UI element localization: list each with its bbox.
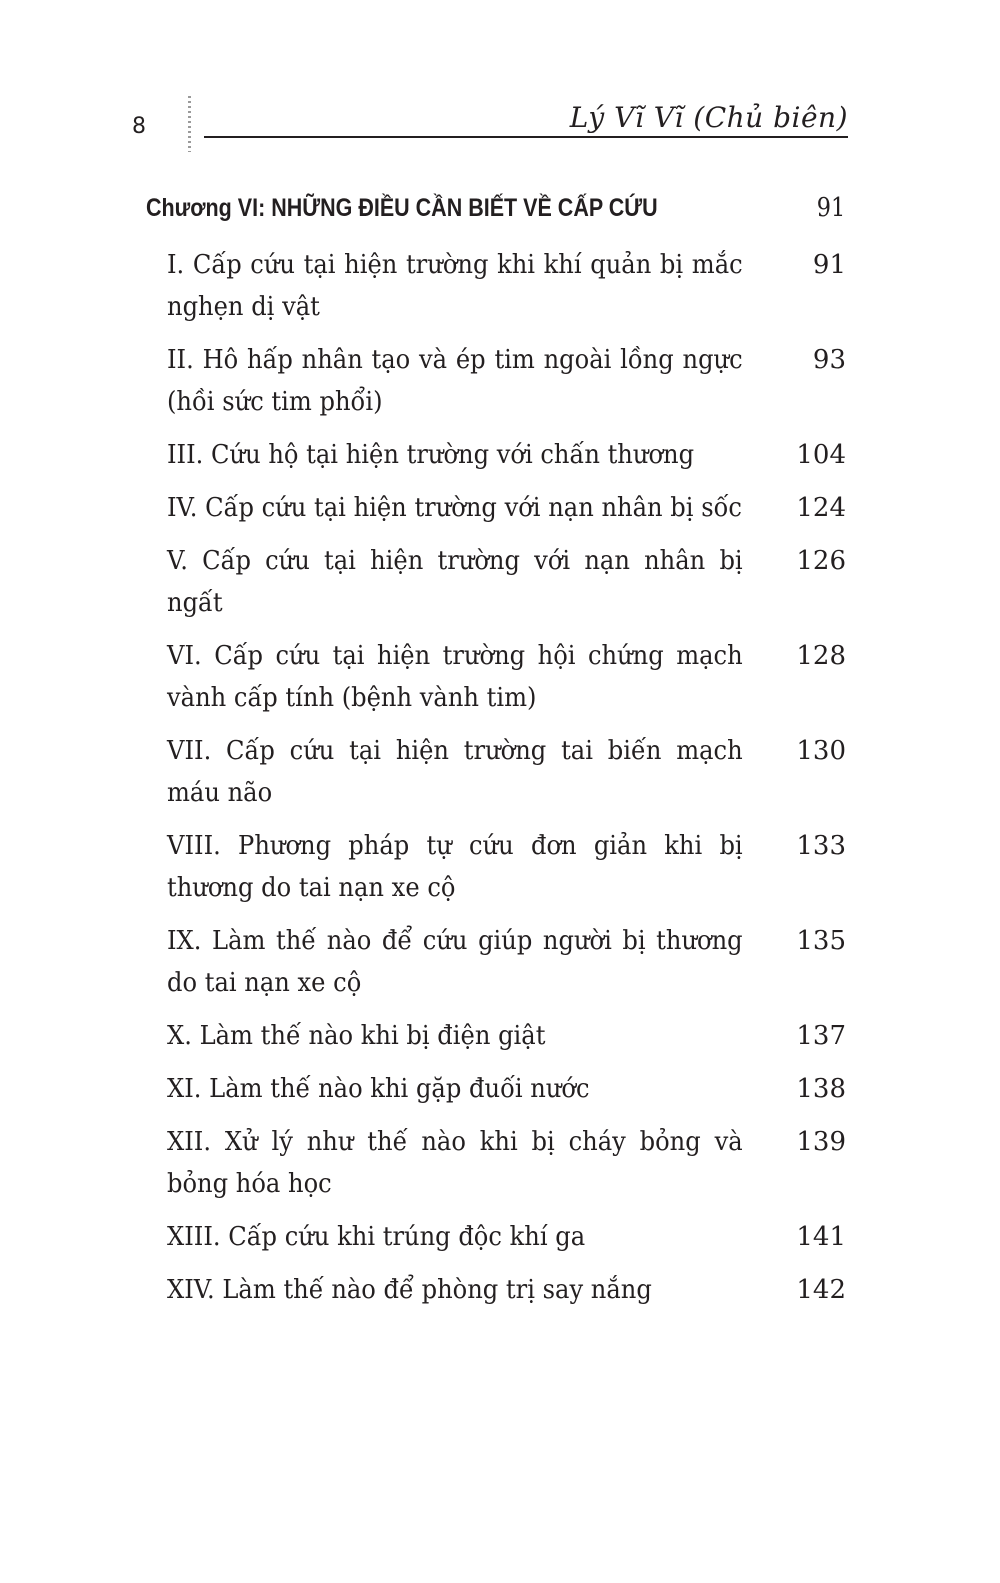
toc-entry-page: 91: [812, 250, 846, 280]
toc-entry-page: 138: [796, 1074, 846, 1104]
toc-entry: [167, 1015, 846, 1057]
toc-entry-title: XIII. Cấp cứu khi trúng độc khí ga: [167, 1222, 586, 1252]
toc-entry-title: VI. Cấp cứu tại hiện trường hội chứng mạch vành cấp tính (bệnh vành tim): [167, 641, 743, 713]
toc-entry-page: 104: [796, 440, 846, 470]
toc-entry-title: XII. Xử lý như thế nào khi bị cháy bỏng và bỏng hóa học: [167, 1127, 743, 1199]
toc-entry-page: 93: [812, 345, 846, 375]
toc-entry: [167, 1216, 846, 1258]
toc-entry: [167, 1121, 846, 1205]
page-number: 8: [132, 114, 146, 139]
toc-entry: [167, 540, 846, 624]
toc-entry-title: XIV. Làm thế nào để phòng trị say nắng: [167, 1275, 652, 1305]
toc-entry-title: II. Hô hấp nhân tạo và ép tim ngoài lồng ngực (hồi sức tim phổi): [167, 345, 743, 417]
toc-entry: [167, 825, 846, 909]
toc-entry-page: 135: [796, 926, 846, 956]
header-rule: [204, 136, 848, 138]
toc-entry-page: 130: [796, 736, 846, 766]
toc-entry-title: III. Cứu hộ tại hiện trường với chấn thương: [167, 440, 695, 470]
toc-entry: [167, 244, 846, 328]
toc-entry-page: 124: [796, 493, 846, 523]
toc-chapter-title: Chương VI: NHỮNG ĐIỀU CẦN BIẾT VỀ CẤP CỨU: [146, 194, 658, 222]
toc-chapter-page: 91: [816, 193, 846, 223]
table-of-contents: [146, 193, 846, 1322]
toc-entry-title: IV. Cấp cứu tại hiện trường với nạn nhân bị sốc: [167, 493, 742, 523]
toc-entry-title: I. Cấp cứu tại hiện trường khi khí quản bị mắc nghẹn dị vật: [167, 250, 743, 322]
toc-entry-page: 128: [796, 641, 846, 671]
toc-entry-page: 139: [796, 1127, 846, 1157]
toc-entry-page: 141: [796, 1222, 846, 1252]
toc-entry: [167, 1269, 846, 1311]
toc-entry: [167, 339, 846, 423]
toc-entry: [167, 434, 846, 476]
toc-entry: [167, 635, 846, 719]
toc-entry: [167, 730, 846, 814]
header-author: Lý Vĩ Vĩ (Chủ biên): [569, 101, 848, 134]
toc-entry-title: VII. Cấp cứu tại hiện trường tai biến mạch máu não: [167, 736, 743, 808]
toc-entry: [167, 487, 846, 529]
toc-entry: [167, 920, 846, 1004]
toc-entry: [167, 1068, 846, 1110]
toc-entry-title: XI. Làm thế nào khi gặp đuối nước: [167, 1074, 590, 1104]
toc-entry-title: IX. Làm thế nào để cứu giúp người bị thương do tai nạn xe cộ: [167, 926, 743, 998]
toc-entry-title: V. Cấp cứu tại hiện trường với nạn nhân bị ngất: [167, 546, 743, 618]
toc-chapter-heading: [146, 193, 845, 235]
toc-entry-title: VIII. Phương pháp tự cứu đơn giản khi bị thương do tai nạn xe cộ: [167, 831, 743, 903]
toc-entry-page: 126: [796, 546, 846, 576]
toc-entry-page: 137: [796, 1021, 846, 1051]
toc-entry-title: X. Làm thế nào khi bị điện giật: [167, 1021, 546, 1051]
header-dotted-divider: [188, 96, 191, 152]
toc-entry-page: 142: [796, 1275, 846, 1305]
toc-entry-page: 133: [796, 831, 846, 861]
